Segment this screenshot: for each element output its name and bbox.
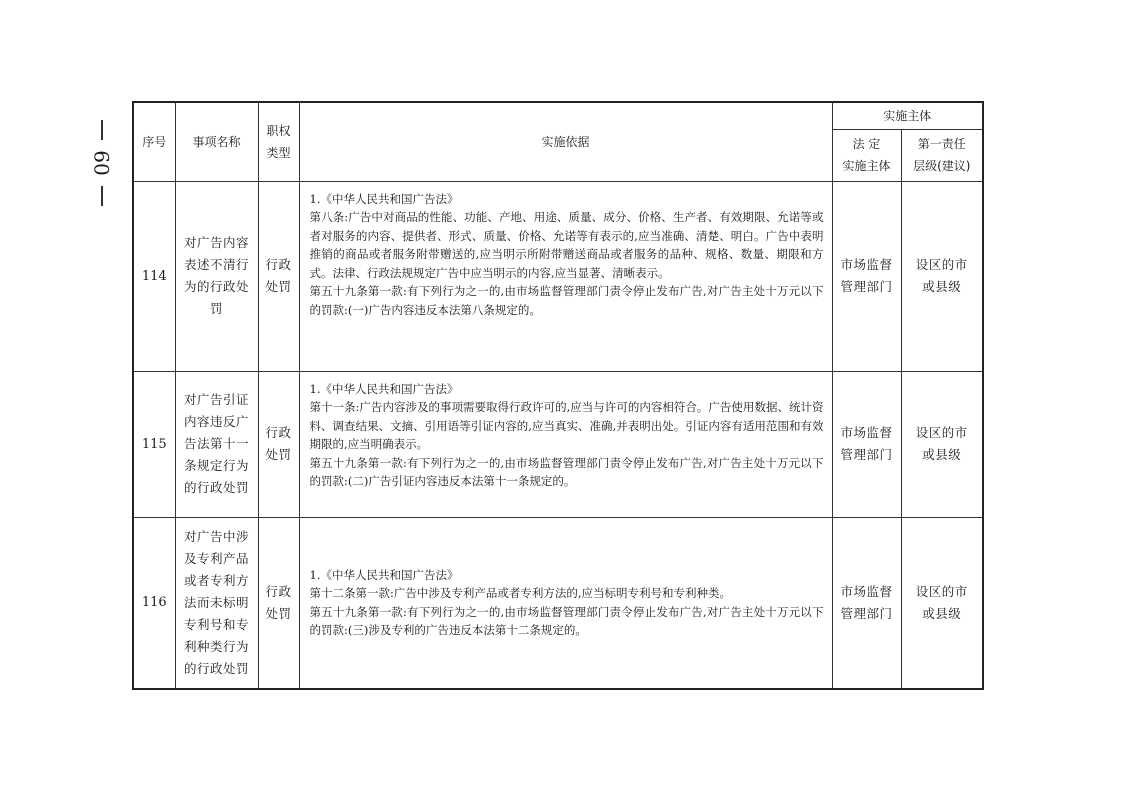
row-item-name: 对广告内容表述不清行为的行政处罚 xyxy=(175,181,258,371)
row-basis xyxy=(299,181,832,371)
row-item-name: 对广告中涉及专利产品或者专利方法而未标明专利号和专利种类行为的行政处罚 xyxy=(175,517,258,689)
basis-line: 第五十九条第一款:有下列行为之一的,由市场监督管理部门责令停止发布广告,对广告主处十万元以下的罚款:(一)广告内容违反本法第八条规定的。 xyxy=(309,284,824,317)
page-number-text: 60 xyxy=(89,150,114,176)
row-seq: 116 xyxy=(133,517,175,689)
administrative-penalty-table xyxy=(132,101,984,690)
table-row xyxy=(133,517,983,689)
header-seq: 序号 xyxy=(133,102,175,181)
basis-line: 第五十九条第一款:有下列行为之一的,由市场监督管理部门责令停止发布广告,对广告主处十万元以下的罚款:(二)广告引证内容违反本法第十一条规定的。 xyxy=(309,455,824,488)
page-number-dash-bottom xyxy=(101,186,103,206)
row-authority-type: 行政处罚 xyxy=(258,371,299,517)
basis-line: 第十二条第一款:广告中涉及专利产品或者专利方法的,应当标明专利号和专利种类。 xyxy=(309,586,732,601)
header-first-resp-line1: 第一责任 xyxy=(917,137,966,151)
header-basis: 实施依据 xyxy=(299,102,832,181)
row-authority-type: 行政处罚 xyxy=(258,181,299,371)
table-row xyxy=(133,181,983,371)
basis-line: 第十一条:广告内容涉及的事项需要取得行政许可的,应当与许可的内容相符合。广告使用数据、统计资料、调查结果、文摘、引用语等引证内容的,应当真实、准确,并表明出处。引证内容有适用范围和有效期限的,应当明确表示。 xyxy=(309,400,824,451)
row-seq: 114 xyxy=(133,181,175,371)
header-item-name: 事项名称 xyxy=(175,102,258,181)
basis-line: 1.《中华人民共和国广告法》 xyxy=(309,191,459,206)
basis-line: 1.《中华人民共和国广告法》 xyxy=(309,381,459,396)
basis-line: 1.《中华人民共和国广告法》 xyxy=(309,567,459,582)
basis-line: 第五十九条第一款:有下列行为之一的,由市场监督管理部门责令停止发布广告,对广告主处十万元以下的罚款:(三)涉及专利的广告违反本法第十二条规定的。 xyxy=(309,604,824,638)
basis-line: 第八条:广告中对商品的性能、功能、产地、用途、质量、成分、价格、生产者、有效期限、允诺等或者对服务的内容、提供者、形式、质量、价格、允诺等有表示的,应当准确、清楚、明白。广告中表明推销的商品或者服务附带赠送的,应当明示所附带赠送商品或者服务的品种、规格、数量、期限和方式。法律、行政法规规定广告中应当明示的内容,应当显著、清晰表示。 xyxy=(309,210,824,280)
header-authority-type: 职权类型 xyxy=(258,102,299,181)
header-first-resp-line2: 层级(建议) xyxy=(913,159,971,173)
row-level: 设区的市或县级 xyxy=(901,371,983,517)
row-legal-body: 市场监督管理部门 xyxy=(832,371,901,517)
header-first-responsibility xyxy=(901,129,983,181)
header-legal-body-line1: 法 定 xyxy=(852,137,881,151)
page-number xyxy=(82,128,122,198)
header-legal-body xyxy=(832,129,901,181)
table-row xyxy=(133,371,983,517)
row-seq: 115 xyxy=(133,371,175,517)
row-basis xyxy=(299,371,832,517)
row-item-name: 对广告引证内容违反广告法第十一条规定行为的行政处罚 xyxy=(175,371,258,517)
page-number-dash-top xyxy=(101,120,103,140)
row-authority-type: 行政处罚 xyxy=(258,517,299,689)
row-level: 设区的市或县级 xyxy=(901,517,983,689)
row-legal-body: 市场监督管理部门 xyxy=(832,517,901,689)
row-legal-body: 市场监督管理部门 xyxy=(832,181,901,371)
header-row-1 xyxy=(133,102,983,129)
row-basis xyxy=(299,517,832,689)
header-implementing-body: 实施主体 xyxy=(832,102,983,129)
header-legal-body-line2: 实施主体 xyxy=(842,159,891,173)
row-level: 设区的市或县级 xyxy=(901,181,983,371)
